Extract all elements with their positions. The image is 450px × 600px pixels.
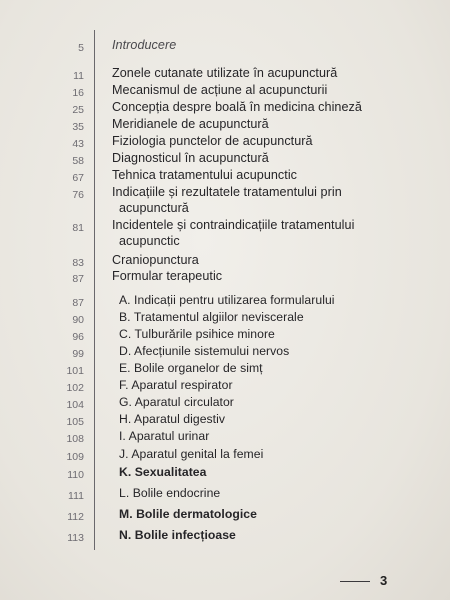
toc-subentry: [0, 486, 450, 506]
toc-title: Incidentele și contraindicațiile tratamentului: [112, 218, 355, 232]
toc-title: H. Aparatul digestiv: [119, 412, 226, 426]
toc-title: B. Tratamentul algiilor neviscerale: [119, 310, 304, 324]
toc-page-number: 101: [66, 365, 84, 377]
toc-subentry: [0, 507, 450, 527]
toc-page-number: 105: [66, 416, 84, 428]
toc-entry: [0, 269, 450, 289]
toc-page-number: 5: [78, 42, 84, 54]
toc-subentry: [0, 447, 450, 467]
toc-page-number: 102: [66, 382, 84, 394]
toc-page-number: 43: [72, 138, 84, 150]
toc-title: L. Bolile endocrine: [119, 486, 221, 500]
toc-title: F. Aparatul respirator: [119, 378, 233, 392]
toc-title: D. Afecțiunile sistemului nervos: [119, 344, 290, 358]
toc-title: Formular terapeutic: [112, 269, 223, 283]
toc-title: Zonele cutanate utilizate în acupunctură: [112, 66, 338, 80]
toc-page-number: 87: [72, 297, 84, 309]
toc-title: A. Indicații pentru utilizarea formularului: [119, 293, 335, 307]
toc-title: M. Bolile dermatologice: [119, 507, 257, 521]
toc-page-number: 96: [72, 331, 84, 343]
toc-page-number: 35: [72, 121, 84, 133]
toc-title: J. Aparatul genital la femei: [119, 447, 264, 461]
toc-page-number: 109: [66, 451, 84, 463]
toc-page-number: 113: [67, 532, 84, 544]
toc-page-number: 104: [66, 399, 84, 411]
toc-title: Concepția despre boală în medicina chineză: [112, 100, 362, 114]
toc-subentry: [0, 465, 450, 485]
toc-page-number: 76: [72, 189, 84, 201]
toc-page-number: 58: [72, 155, 84, 167]
toc-title: C. Tulburările psihice minore: [119, 327, 275, 341]
toc-title: Tehnica tratamentului acupunctic: [112, 168, 298, 182]
toc-page-number: 108: [66, 433, 84, 445]
toc-page-number: 99: [72, 348, 84, 360]
toc-title: Meridianele de acupunctură: [112, 117, 269, 131]
toc-entry-continuation: [0, 234, 450, 254]
toc-title: Mecanismul de acțiune al acupuncturii: [112, 83, 328, 97]
toc-page-number: 87: [72, 273, 84, 285]
toc-subentry: [0, 429, 450, 449]
toc-entry: [0, 38, 450, 58]
toc-page-number: 110: [67, 469, 84, 481]
toc-page-number: 83: [72, 257, 84, 269]
toc-page-number: 111: [68, 490, 84, 502]
toc-title: N. Bolile infecțioase: [119, 528, 236, 542]
footer-dash: [340, 581, 370, 582]
toc-page-number: 11: [73, 70, 84, 82]
toc-title: Indicațiile și rezultatele tratamentului prin: [112, 185, 342, 199]
toc-title: I. Aparatul urinar: [119, 429, 210, 443]
toc-title: E. Bolile organelor de simț: [119, 361, 263, 375]
toc-title-continuation: acupunctic: [119, 234, 180, 248]
toc-title: Craniopunctura: [112, 253, 199, 267]
toc-page-number: 81: [72, 222, 84, 234]
toc-title: Diagnosticul în acupunctură: [112, 151, 269, 165]
toc-title-continuation: acupunctură: [119, 201, 189, 215]
toc-title: Introducere: [112, 38, 177, 52]
page-footer: [340, 573, 430, 589]
toc-page-number: 16: [72, 87, 84, 99]
toc-page-number: 67: [72, 172, 84, 184]
page-number: 3: [380, 573, 388, 588]
toc-page-number: 112: [67, 511, 84, 523]
toc-title: Fiziologia punctelor de acupunctură: [112, 134, 313, 148]
toc-page-number: 25: [72, 104, 84, 116]
toc-subentry: [0, 528, 450, 548]
toc-page-number: 90: [72, 314, 84, 326]
toc-title: K. Sexualitatea: [119, 465, 207, 479]
toc-title: G. Aparatul circulator: [119, 395, 234, 409]
